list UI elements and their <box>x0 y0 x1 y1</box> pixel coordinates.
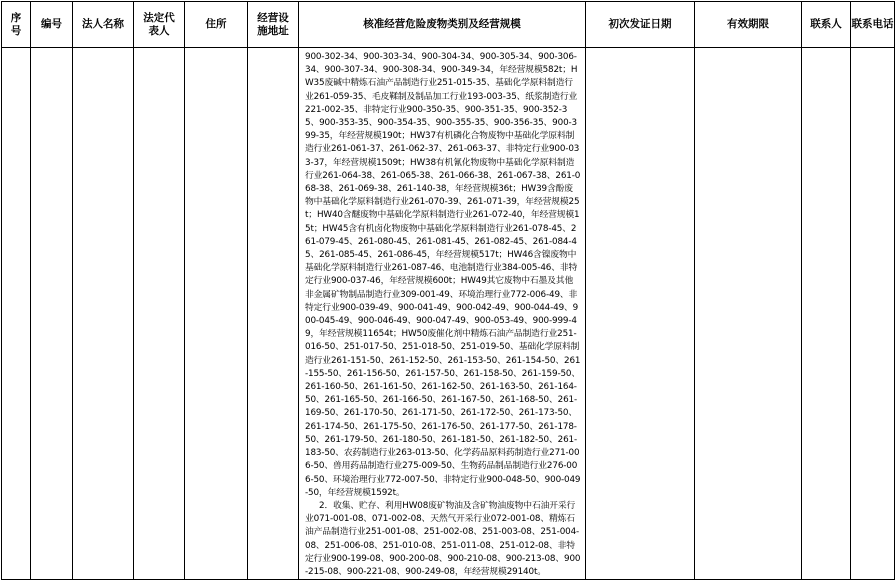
header-row <box>2 2 895 48</box>
header-legal-rep: 法定代表人 <box>134 2 185 48</box>
header-phone: 联系电话 <box>851 2 895 48</box>
license-table-sheet <box>1 1 894 577</box>
header-seq: 序号 <box>2 2 31 48</box>
header-facility-address: 经营设施地址 <box>248 2 299 48</box>
header-code: 编号 <box>31 2 73 48</box>
cell-first-issue-date <box>586 48 695 580</box>
cell-contact <box>802 48 851 580</box>
header-corp-name: 法人名称 <box>73 2 134 48</box>
header-contact: 联系人 <box>802 2 851 48</box>
cell-validity <box>695 48 802 580</box>
cell-facility-address <box>248 48 299 580</box>
scope-paragraph-1: 900-302-34、900-303-34、900-304-34、900-305-34、900-306-34、900-307-34、900-308-34、900-349-34，年经营规模582t；HW35废碱中精炼石油产品制造行业251-015-35、基础化学原料制造行业261-059-35、毛皮鞣制及制品加工行业193-003-35、纸浆制造行业221-002-35、非特定行业900-350-35、900-351-35、900-352-35、900-353-35、900-354-35、900-355-35、900-356-35、900-399-35，年经营规模190t；HW37有机磷化合物废物中基础化学原料制造行业261-061-37、261-062-37、261-063-37、非特定行业900-033-37，年经营规模1509t；HW38有机氰化物废物中基础化学原料制造行业261-064-38、261-065-38、261-066-38、261-067-38、261-068-38、261-069-38、261-140-38，年经营规模36t；HW39含酚废物中基础化学原料制造行业261-070-39、261-071-39，年经营规模25t；HW40含醚废物中基础化学原料制造行业261-072-40，年经营规模15t；HW45含有机卤化物废物中基础化学原料制造行业261-078-45、261-079-45、261-080-45、261-081-45、261-082-45、261-084-45、261-085-45、261-086-45，年经营规模517t；HW46含镍废物中基础化学原料制造行业261-087-46、电池制造行业384-005-46、非特定行业900-037-46，年经营规模600t；HW49其它废物中石墨及其他非金属矿物制品制造行业309-001-49、环境治理行业772-006-49、非特定行业900-039-49、900-041-49、900-042-49、900-044-49、900-045-49、900-046-49、900-047-49、900-053-49、900-999-49，年经营规模11654t；HW50废催化剂中精炼石油产品制造行业251-016-50、251-017-50、251-018-50、251-019-50、基础化学原料制造行业261-151-50、261-152-50、261-153-50、261-154-50、261-155-50、261-156-50、261-157-50、261-158-50、261-159-50、261-160-50、261-161-50、261-162-50、261-163-50、261-164-50、261-165-50、261-166-50、261-167-50、261-168-50、261-169-50、261-170-50、261-171-50、261-172-50、261-173-50、261-174-50、261-175-50、261-176-50、261-177-50、261-178-50、261-179-50、261-180-50、261-181-50、261-182-50、261-183-50、农药制造行业263-013-50、化学药品原料药制造行业271-006-50、兽用药品制造行业275-009-50、生物药品制品制造行业276-006-50、环境治理行业772-007-50、非特定行业900-048-50、900-049-50，年经营规模1592t。 <box>305 52 581 498</box>
header-first-issue-date: 初次发证日期 <box>586 2 695 48</box>
header-address: 住所 <box>185 2 248 48</box>
table-row <box>2 48 895 580</box>
scope-paragraph-2: 2．收集、贮存、利用HW08废矿物油及含矿物油废物中石油开采行业071-001-08、071-002-08、天然气开采行业072-001-08、精炼石油产品制造行业251-001-08、251-002-08、251-003-08、251-004-08、251-006-08、251-010-08、251-011-08、251-012-08、非特定行业900-199-08、900-200-08、900-210-08、900-213-08、900-215-08、900-221-08、900-249-08，年经营规模29140t。 <box>305 500 581 577</box>
cell-address <box>185 48 248 580</box>
cell-code <box>31 48 73 580</box>
cell-seq <box>2 48 31 580</box>
header-scope: 核准经营危险废物类别及经营规模 <box>299 2 586 48</box>
cell-legal-rep <box>134 48 185 580</box>
cell-scope <box>299 48 586 580</box>
header-validity: 有效期限 <box>695 2 802 48</box>
cell-corp-name <box>73 48 134 580</box>
cell-phone <box>851 48 895 580</box>
hazardous-waste-license-table <box>1 1 895 580</box>
